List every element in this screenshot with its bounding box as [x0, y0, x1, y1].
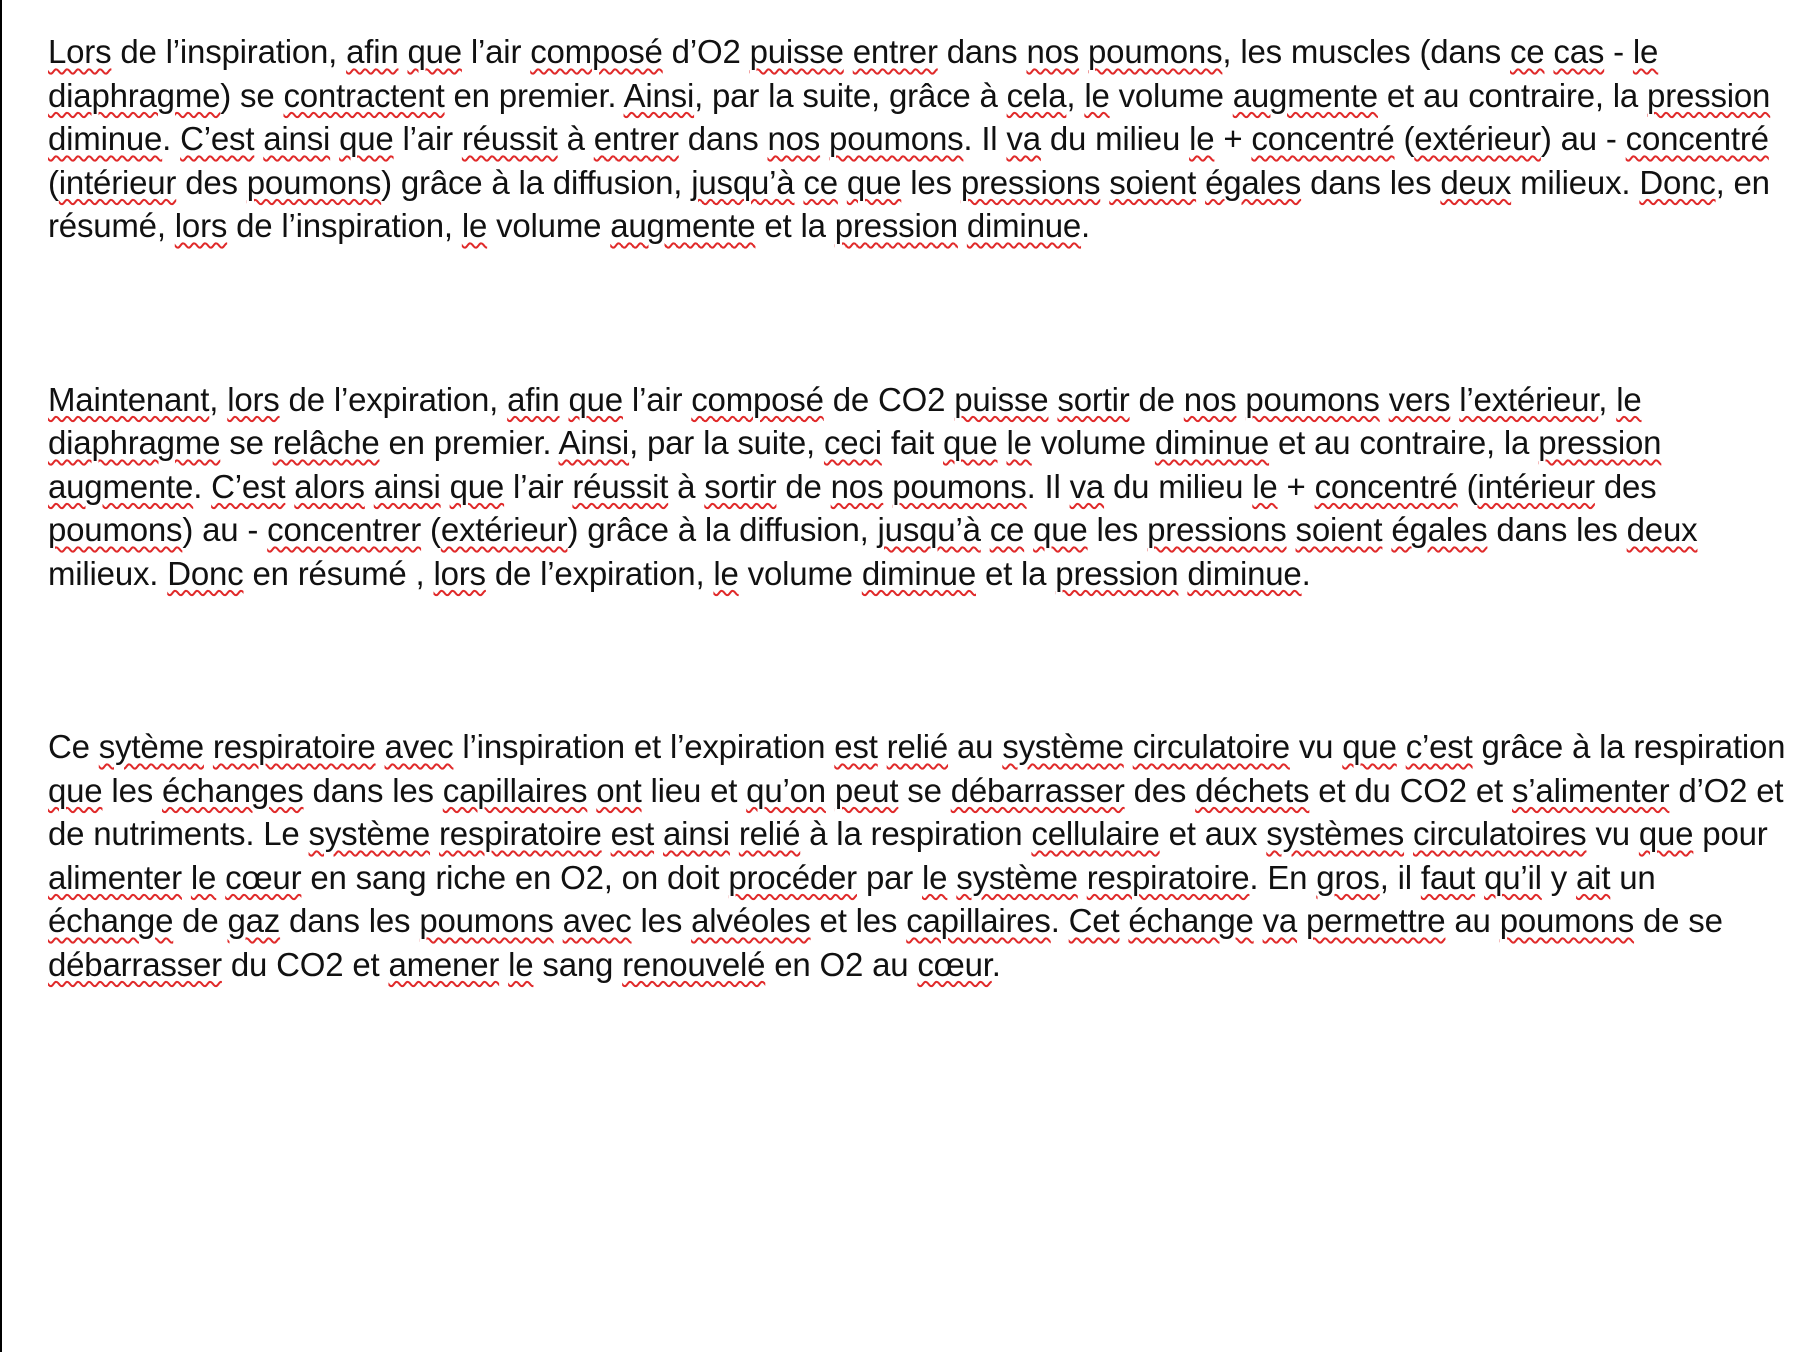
text-run: et aux — [1159, 815, 1267, 852]
misspelled-word: poumons — [1499, 902, 1635, 939]
misspelled-word: circulatoires — [1413, 815, 1587, 852]
text-run: , en résumé, — [48, 163, 1770, 244]
misspelled-word: poumons — [48, 511, 183, 548]
misspelled-word: que — [449, 467, 505, 505]
misspelled-word: augmente — [610, 207, 756, 244]
misspelled-word: le — [508, 945, 534, 983]
misspelled-word: C’est — [211, 467, 286, 505]
misspelled-word: Ainsi — [623, 76, 695, 114]
text-run: volume — [487, 207, 611, 244]
misspelled-word: sortir — [1057, 380, 1130, 418]
misspelled-word: va — [1069, 467, 1105, 505]
text-run: ( — [1394, 120, 1415, 157]
text-run: en premier. — [379, 424, 559, 461]
misspelled-word: intérieur — [58, 163, 177, 201]
text-run: + — [1277, 467, 1315, 505]
text-run: dans les — [280, 902, 420, 939]
text-run: en sang riche en O2, on doit — [301, 858, 729, 896]
document-body[interactable] — [48, 30, 1788, 986]
misspelled-word: pression — [834, 207, 958, 244]
text-run: ) au - — [182, 511, 268, 548]
text-run: , — [209, 380, 228, 418]
misspelled-word: pressions — [1147, 511, 1287, 548]
text-run: et les — [810, 902, 907, 939]
misspelled-word: alvéoles — [691, 902, 811, 939]
misspelled-word: diaphragme — [48, 424, 221, 461]
text-run: volume — [1109, 76, 1233, 114]
misspelled-word: réussit — [572, 467, 669, 505]
misspelled-word: augmente — [48, 467, 194, 505]
misspelled-word: afin — [346, 33, 399, 70]
misspelled-word: afin — [507, 380, 560, 418]
misspelled-word: le — [1252, 467, 1278, 505]
text-run: ( — [1457, 467, 1478, 505]
misspelled-word: contractent — [283, 76, 445, 114]
misspelled-word: procéder — [728, 858, 857, 896]
misspelled-word: cela — [1006, 76, 1067, 114]
text-run: volume — [738, 554, 862, 592]
text-run: des — [176, 163, 247, 201]
misspelled-word: pression — [1538, 424, 1662, 461]
misspelled-word: le — [461, 207, 488, 244]
text-run: ( — [421, 511, 441, 548]
misspelled-word: que — [339, 120, 394, 157]
text-run: se — [220, 424, 273, 461]
text-run — [947, 859, 956, 896]
text-run: à la respiration — [800, 815, 1032, 852]
misspelled-word: ainsi — [263, 120, 331, 157]
misspelled-word: respiratoire — [438, 815, 602, 852]
misspelled-word: capillaires — [906, 902, 1051, 939]
misspelled-word: concentrer — [267, 511, 422, 548]
text-run: dans les — [1301, 163, 1441, 201]
text-run — [376, 728, 385, 765]
text-run: du CO2 et — [221, 945, 389, 983]
misspelled-word: relié — [738, 815, 801, 852]
misspelled-word: Lors — [48, 33, 112, 70]
paragraph-respiratory-system[interactable] — [48, 725, 1788, 986]
misspelled-word: s’alimenter — [1512, 771, 1670, 809]
misspelled-word: systèmes — [1266, 815, 1405, 852]
text-run: . — [991, 945, 1001, 983]
misspelled-word: c’est — [1405, 728, 1473, 765]
misspelled-word: système — [956, 858, 1078, 896]
text-run — [1124, 728, 1133, 765]
text-run: ) au - — [1540, 120, 1626, 157]
text-run: . Il — [1026, 467, 1070, 505]
text-run: à — [557, 120, 594, 157]
text-run — [1078, 859, 1087, 896]
text-run: . — [1081, 207, 1090, 244]
text-run — [560, 381, 569, 418]
text-run: du milieu — [1040, 120, 1190, 157]
text-run: un — [1610, 858, 1656, 896]
text-run: dans les — [1487, 511, 1627, 548]
misspelled-word: puisse — [749, 33, 844, 70]
misspelled-word: diminue — [1187, 554, 1302, 592]
misspelled-word: déchets — [1195, 771, 1310, 809]
misspelled-word: lors — [174, 207, 228, 244]
text-run: ) se — [220, 76, 284, 114]
text-run — [365, 468, 374, 505]
misspelled-word: avec — [384, 728, 454, 765]
text-run: de se — [1634, 902, 1723, 939]
text-run: des — [1124, 771, 1196, 809]
text-run: par — [856, 858, 923, 896]
misspelled-word: respiratoire — [1086, 858, 1250, 896]
text-run: , — [1598, 380, 1617, 418]
text-run — [285, 468, 294, 505]
misspelled-word: que — [846, 163, 902, 201]
text-run — [1380, 381, 1389, 418]
text-run: au — [948, 728, 1003, 765]
text-run — [878, 728, 887, 765]
misspelled-word: jusqu’à — [877, 511, 981, 548]
misspelled-word: concentré — [1314, 467, 1458, 505]
misspelled-word: nos — [830, 467, 884, 505]
text-run — [1079, 33, 1088, 70]
text-run: milieux. — [48, 554, 168, 592]
misspelled-word: ce — [1510, 33, 1545, 70]
misspelled-word: sytème — [98, 728, 204, 765]
misspelled-word: cas — [1553, 33, 1605, 70]
misspelled-word: diminue — [966, 207, 1082, 244]
text-run — [1297, 902, 1306, 939]
text-run: lieu et — [641, 771, 747, 809]
text-run: , les muscles (dans — [1222, 33, 1510, 70]
text-run: Ce — [48, 728, 99, 765]
text-run: de — [776, 467, 831, 505]
misspelled-word: diminue — [861, 554, 976, 592]
text-run: de l’inspiration, — [227, 207, 462, 244]
misspelled-word: faut — [1420, 858, 1476, 896]
text-run: . En — [1249, 858, 1317, 896]
misspelled-word: composé — [530, 33, 663, 70]
text-run: de CO2 — [823, 380, 955, 418]
text-run: en résumé , — [243, 554, 434, 592]
misspelled-word: le — [922, 858, 948, 896]
text-run — [1100, 164, 1109, 201]
text-run: sang — [533, 945, 623, 983]
misspelled-word: échanges — [162, 771, 304, 809]
text-run: volume — [1031, 424, 1155, 461]
text-run: d’O2 — [662, 33, 750, 70]
misspelled-word: cellulaire — [1031, 815, 1160, 852]
text-run: milieux. — [1511, 163, 1640, 201]
misspelled-word: poumons — [246, 163, 382, 201]
text-run: en O2 au — [765, 945, 918, 983]
misspelled-word: système — [308, 815, 431, 852]
misspelled-word: poumons — [892, 467, 1027, 505]
misspelled-word: alimenter — [48, 858, 182, 896]
text-run: pour — [1693, 815, 1768, 852]
text-run: et au contraire, la — [1269, 424, 1539, 461]
text-run — [844, 33, 853, 70]
text-run: . — [1301, 554, 1311, 592]
text-run — [1475, 859, 1484, 896]
misspelled-word: que — [1638, 815, 1694, 852]
text-run — [430, 815, 439, 852]
misspelled-word: lors — [433, 554, 486, 592]
text-run: l’air — [622, 380, 692, 418]
text-run: , par la suite, grâce à — [694, 76, 1007, 114]
misspelled-word: peut — [834, 771, 899, 809]
text-run: les — [102, 771, 162, 809]
misspelled-word: égales — [1205, 163, 1302, 201]
text-run: fait — [881, 424, 944, 461]
misspelled-word: diaphragme — [48, 76, 221, 114]
misspelled-word: système — [1002, 728, 1124, 765]
text-run: en premier. — [444, 76, 624, 114]
misspelled-word: relié — [886, 728, 949, 765]
text-run: , il — [1379, 858, 1421, 896]
misspelled-word: augmente — [1232, 76, 1378, 114]
text-run: à — [668, 467, 705, 505]
misspelled-word: est — [610, 815, 655, 852]
text-run: , — [1066, 76, 1085, 114]
misspelled-word: alors — [294, 467, 365, 505]
misspelled-word: amener — [388, 945, 500, 983]
misspelled-word: nos — [1026, 33, 1080, 70]
misspelled-word: Ainsi — [558, 424, 630, 461]
text-run — [554, 902, 563, 939]
misspelled-word: diminue — [48, 120, 163, 157]
text-run: , par la suite, — [629, 424, 824, 461]
misspelled-word: pression — [1055, 554, 1179, 592]
misspelled-word: ce — [989, 511, 1025, 548]
text-run: les — [1087, 511, 1148, 548]
misspelled-word: ainsi — [373, 467, 441, 505]
text-run — [1024, 511, 1033, 548]
text-run: se — [898, 771, 951, 809]
misspelled-word: qu’il — [1484, 858, 1542, 896]
misspelled-word: le — [1006, 424, 1032, 461]
misspelled-word: capillaires — [442, 771, 588, 809]
text-run: l’air — [461, 33, 531, 70]
misspelled-word: que — [48, 771, 103, 809]
text-run: y — [1541, 858, 1577, 896]
text-run — [330, 120, 339, 157]
text-run — [820, 120, 829, 157]
misspelled-word: ont — [596, 771, 642, 809]
misspelled-word: soient — [1295, 511, 1383, 548]
misspelled-word: ce — [803, 163, 838, 201]
misspelled-word: le — [190, 858, 217, 896]
misspelled-word: que — [943, 424, 998, 461]
text-run: . — [193, 467, 212, 505]
text-run — [602, 815, 611, 852]
misspelled-word: échange — [48, 902, 174, 939]
text-run: . — [162, 120, 181, 157]
misspelled-word: le — [1189, 120, 1215, 157]
text-run — [254, 120, 263, 157]
misspelled-word: ainsi — [663, 815, 730, 852]
misspelled-word: concentré — [1251, 120, 1395, 157]
paragraph-inspiration[interactable] — [48, 30, 1788, 248]
misspelled-word: puisse — [954, 380, 1049, 418]
text-run: et du CO2 et — [1309, 771, 1512, 809]
text-run — [216, 859, 225, 896]
misspelled-word: respiratoire — [212, 728, 376, 765]
misspelled-word: Cet — [1068, 902, 1120, 939]
text-run — [1196, 164, 1205, 201]
misspelled-word: relâche — [272, 424, 380, 461]
misspelled-word: concentré — [1625, 120, 1769, 157]
misspelled-word: l’extérieur — [1459, 380, 1599, 418]
misspelled-word: Maintenant — [48, 380, 210, 418]
text-run: vu — [1586, 815, 1639, 852]
text-run — [182, 859, 191, 896]
misspelled-word: circulatoire — [1132, 728, 1290, 765]
text-run: dans les — [303, 771, 443, 809]
misspelled-word: le — [1632, 33, 1659, 70]
text-run: l’air — [504, 467, 573, 505]
misspelled-word: égales — [1391, 511, 1488, 548]
misspelled-word: intérieur — [1477, 467, 1595, 505]
misspelled-word: cœur — [917, 945, 992, 983]
text-run — [981, 511, 990, 548]
misspelled-word: qu’on — [746, 771, 826, 809]
text-run: - — [1604, 33, 1633, 70]
text-run: de l’expiration, — [485, 554, 714, 592]
misspelled-word: soient — [1109, 163, 1197, 201]
text-run: de l’expiration, — [279, 380, 508, 418]
misspelled-word: extérieur — [440, 511, 568, 548]
misspelled-word: poumons — [829, 120, 964, 157]
text-run: . Il — [963, 120, 1007, 157]
misspelled-word: va — [1262, 902, 1298, 939]
misspelled-word: diminue — [1154, 424, 1270, 461]
text-run — [1254, 902, 1263, 939]
misspelled-word: extérieur — [1414, 120, 1541, 157]
text-run — [441, 468, 450, 505]
misspelled-word: que — [1342, 728, 1397, 765]
misspelled-word: le — [1084, 76, 1110, 114]
misspelled-word: vers — [1388, 380, 1451, 418]
text-run: vu — [1289, 728, 1343, 765]
text-run: des — [1594, 467, 1657, 505]
misspelled-word: Donc — [167, 554, 244, 592]
text-run: au — [1445, 902, 1500, 939]
paragraph-expiration[interactable] — [48, 378, 1788, 596]
text-run — [1382, 511, 1391, 548]
misspelled-word: le — [1616, 380, 1642, 418]
text-run — [499, 946, 508, 983]
text-run: ) grâce à la diffusion, — [567, 511, 878, 548]
text-run: de — [173, 902, 228, 939]
text-run — [1397, 728, 1406, 765]
text-run — [654, 815, 663, 852]
misspelled-word: gaz — [227, 902, 281, 939]
text-run: d’O2 et de nutriments. Le — [48, 771, 1784, 852]
text-run: dans — [937, 33, 1027, 70]
misspelled-word: cœur — [225, 858, 302, 896]
misspelled-word: va — [1006, 120, 1041, 157]
misspelled-word: permettre — [1306, 902, 1446, 939]
text-run — [730, 815, 739, 852]
misspelled-word: que — [407, 33, 462, 70]
text-run: . — [1050, 902, 1069, 939]
misspelled-word: deux — [1440, 163, 1512, 201]
text-run: et au contraire, la — [1377, 76, 1648, 114]
text-run — [1287, 511, 1296, 548]
misspelled-word: avec — [562, 902, 632, 939]
misspelled-word: nos — [767, 120, 821, 157]
text-run: grâce à la respiration — [1472, 728, 1786, 765]
text-run: les — [631, 902, 692, 939]
text-run — [883, 468, 892, 505]
text-run — [1404, 815, 1413, 852]
misspelled-word: pression — [1647, 76, 1771, 114]
misspelled-word: renouvelé — [622, 945, 766, 983]
misspelled-word: deux — [1626, 511, 1698, 548]
text-run: et la — [975, 554, 1056, 592]
misspelled-word: ceci — [823, 424, 882, 461]
misspelled-word: nos — [1183, 380, 1237, 418]
text-run: de — [1129, 380, 1184, 418]
text-run: de l’inspiration, — [111, 33, 347, 70]
text-run: et la — [755, 207, 835, 244]
text-run: ( — [48, 163, 59, 201]
text-run — [587, 772, 596, 809]
text-run: + — [1214, 120, 1252, 157]
misspelled-word: que — [1033, 511, 1088, 548]
text-run: du milieu — [1104, 467, 1253, 505]
misspelled-word: le — [713, 554, 739, 592]
misspelled-word: sortir — [704, 467, 777, 505]
misspelled-word: Donc — [1639, 163, 1716, 201]
misspelled-word: C’est — [180, 120, 255, 157]
misspelled-word: entrer — [593, 120, 679, 157]
text-run — [826, 772, 835, 809]
misspelled-word: lors — [227, 380, 280, 418]
misspelled-word: que — [568, 380, 623, 418]
misspelled-word: poumons — [1245, 380, 1380, 418]
misspelled-word: débarrasser — [950, 771, 1125, 809]
page-left-border — [0, 0, 2, 1352]
misspelled-word: échange — [1128, 902, 1254, 939]
misspelled-word: réussit — [461, 120, 558, 157]
text-run — [1450, 381, 1459, 418]
text-run — [838, 164, 847, 201]
misspelled-word: est — [834, 728, 878, 765]
misspelled-word: débarrasser — [48, 945, 222, 983]
misspelled-word: composé — [691, 380, 824, 418]
misspelled-word: pressions — [960, 163, 1101, 201]
text-run — [958, 207, 967, 244]
text-run: l’inspiration et l’expiration — [453, 728, 835, 765]
text-run: les — [901, 163, 961, 201]
text-run: dans — [678, 120, 768, 157]
text-run — [204, 728, 213, 765]
misspelled-word: ait — [1576, 858, 1611, 896]
misspelled-word: poumons — [419, 902, 554, 939]
text-run: ) grâce à la diffusion, — [381, 163, 692, 201]
text-run: l’air — [393, 120, 462, 157]
misspelled-word: jusqu’à — [691, 163, 795, 201]
misspelled-word: poumons — [1088, 33, 1223, 70]
misspelled-word: entrer — [852, 33, 938, 70]
misspelled-word: gros — [1316, 858, 1380, 896]
